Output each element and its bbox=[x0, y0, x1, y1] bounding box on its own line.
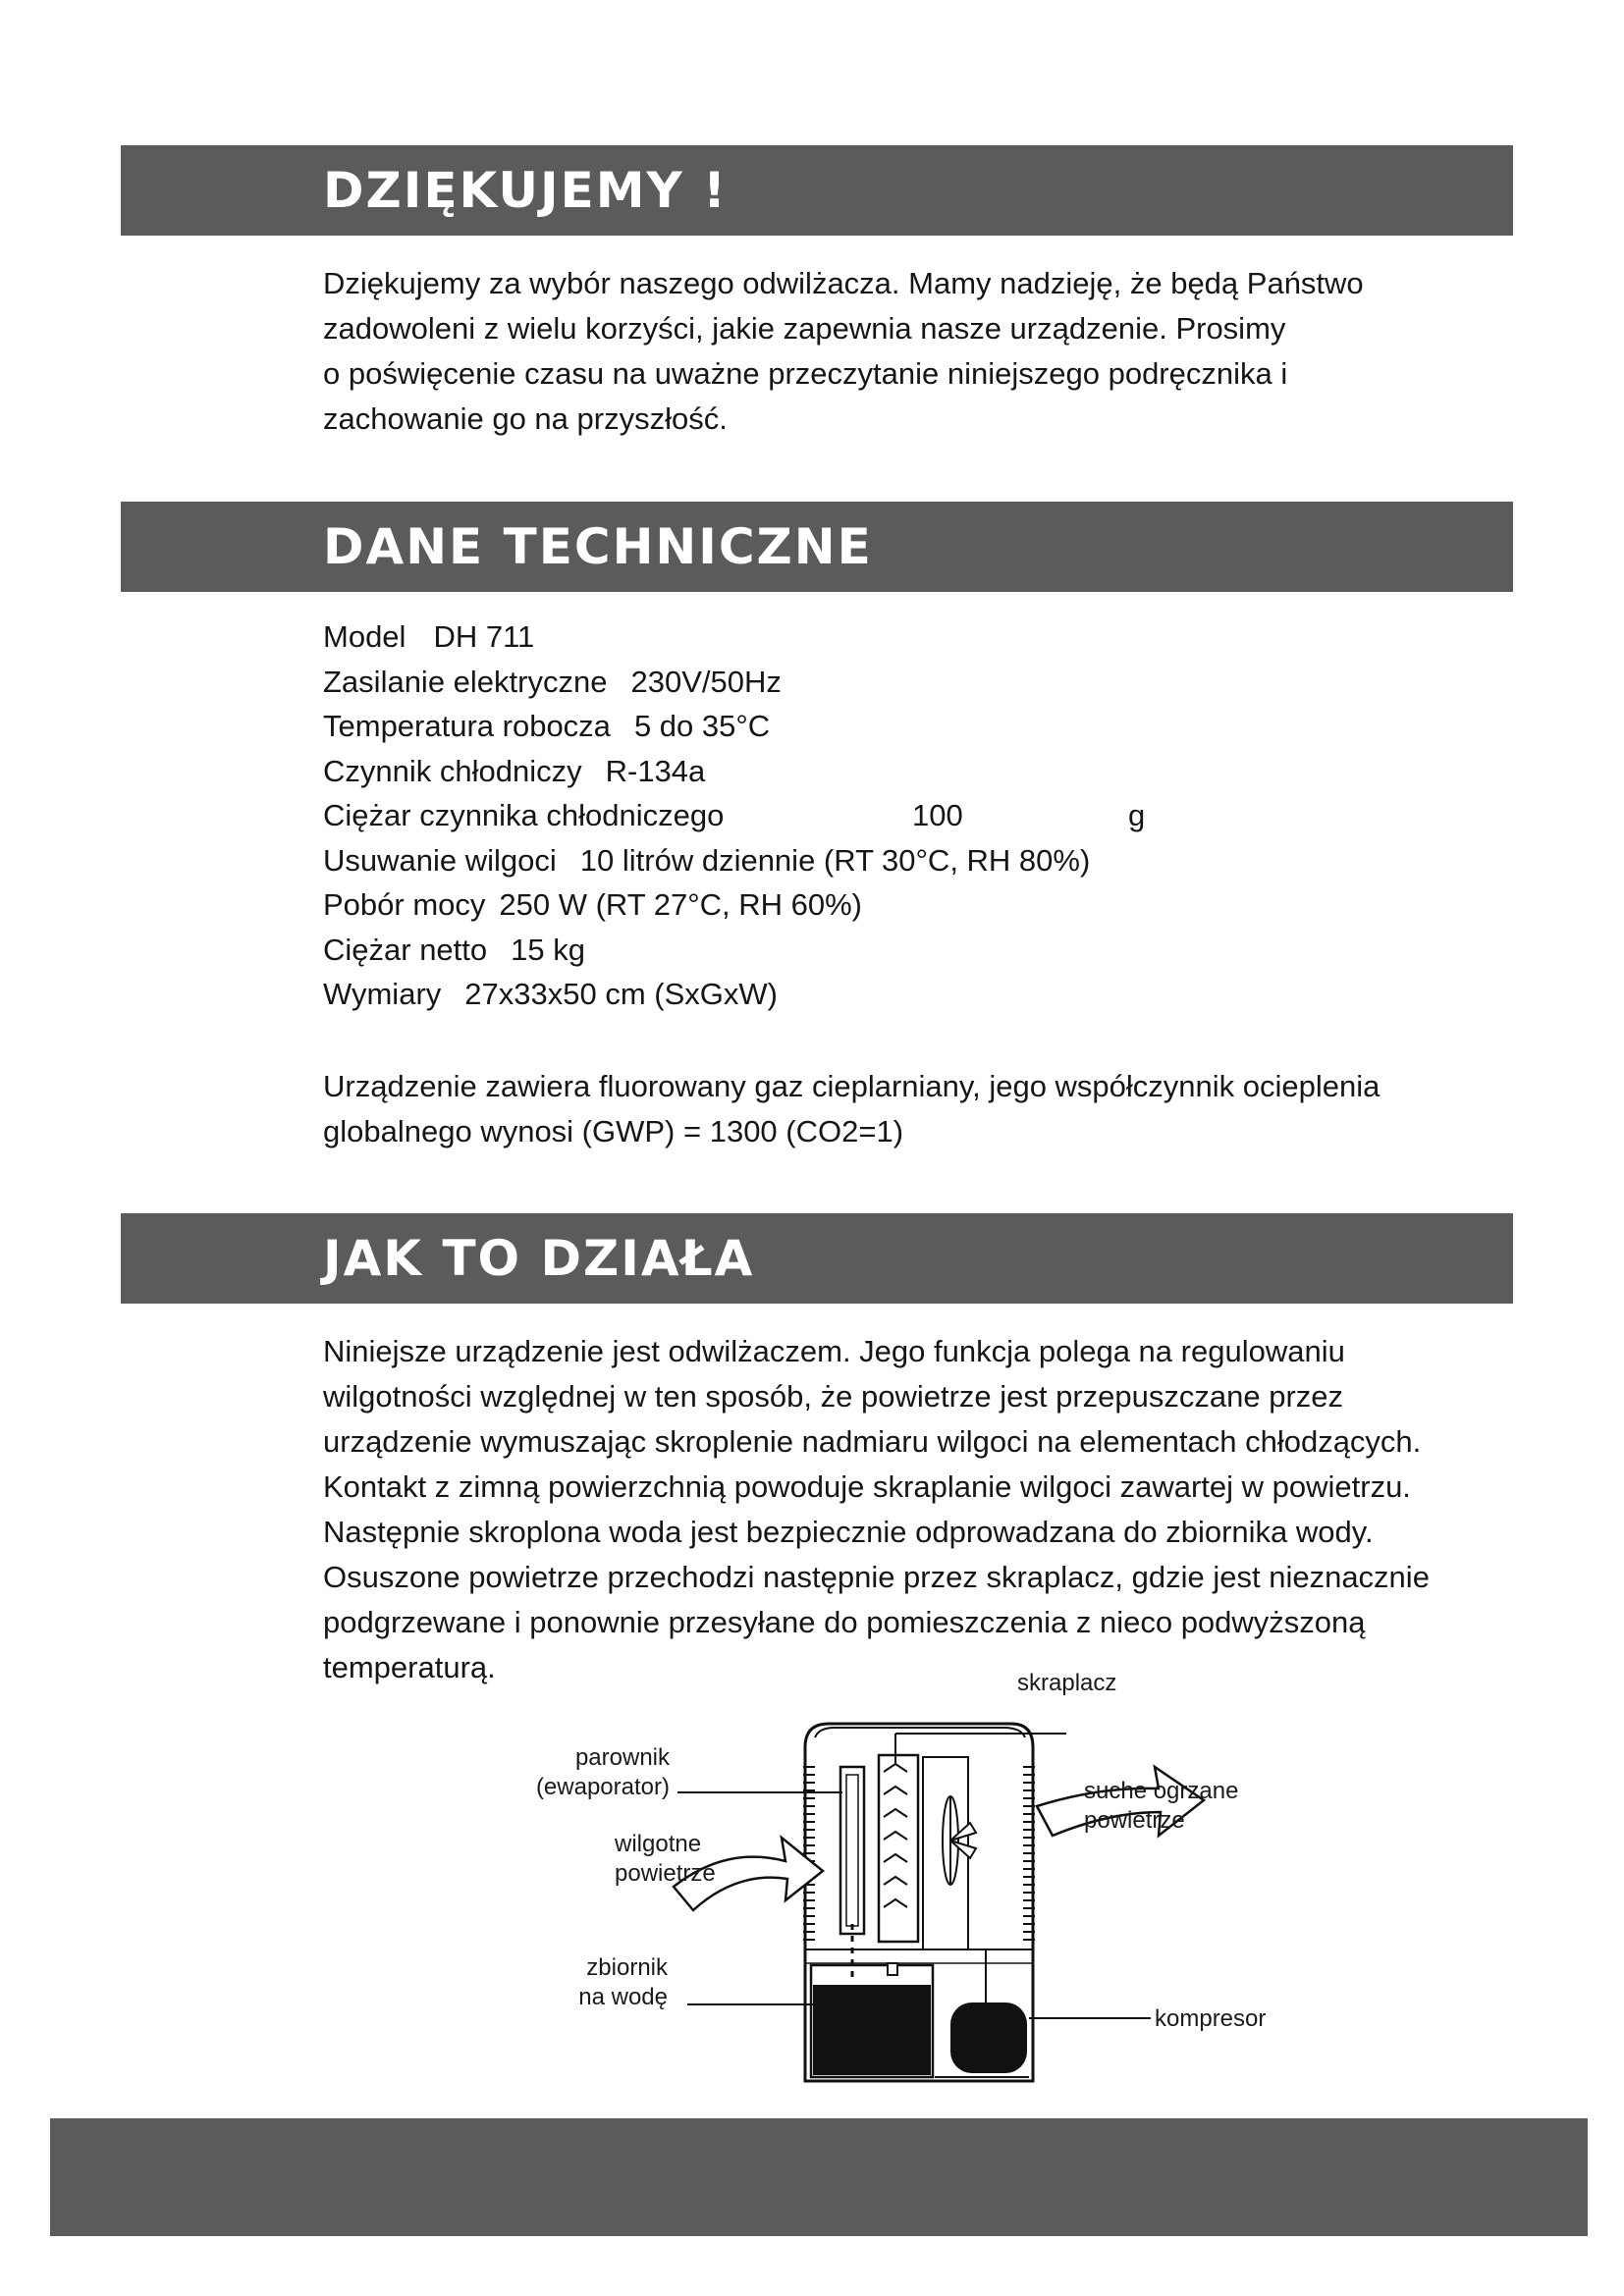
label-evaporator-line1: parownik bbox=[574, 1744, 670, 1771]
spec-item bbox=[323, 660, 1090, 705]
label-water-tank-line2: na wodę bbox=[578, 1984, 668, 2010]
label-humid-air bbox=[615, 1830, 716, 1889]
spec-unit: g bbox=[1128, 798, 1146, 832]
paragraph-line: urządzenie wymuszając skroplenie nadmiaru wilgoci na elementach chłodzących. bbox=[323, 1424, 1422, 1459]
spec-list bbox=[323, 614, 1146, 1017]
section-title-thanks: DZIĘKUJEMY ! bbox=[323, 162, 728, 219]
spec-value: 5 do 35°C bbox=[633, 709, 771, 743]
section-title-how: JAK TO DZIAŁA bbox=[323, 1230, 755, 1287]
label-dry-air bbox=[1084, 1777, 1238, 1836]
spec-value: 27x33x50 cm (SxGxW) bbox=[464, 977, 778, 1011]
section-header-thanks bbox=[121, 145, 1513, 236]
spec-value: 230V/50Hz bbox=[630, 664, 782, 699]
evaporator bbox=[840, 1767, 864, 1934]
spec-item bbox=[323, 882, 1090, 928]
dehumidifier-illustration bbox=[491, 1669, 1276, 2101]
label-compressor: kompresor bbox=[1155, 2005, 1267, 2032]
spec-label: Pobór mocy bbox=[323, 887, 486, 922]
spec-label: Model bbox=[323, 619, 406, 654]
spec-value: DH 711 bbox=[433, 619, 535, 654]
spec-value: 100 bbox=[912, 798, 963, 832]
paragraph-line: zadowoleni z wielu korzyści, jakie zapewnia nasze urządzenie. Prosimy bbox=[323, 311, 1286, 346]
spec-item bbox=[323, 704, 1090, 749]
spec-item bbox=[323, 793, 1146, 838]
paragraph-line: Urządzenie zawiera fluorowany gaz cieplarniany, jego współczynnik ocieplenia bbox=[323, 1069, 1380, 1103]
paragraph-line: Osuszone powietrze przechodzi następnie przez skraplacz, gdzie jest nieznacznie bbox=[323, 1560, 1430, 1594]
thanks-paragraph bbox=[323, 261, 1364, 442]
gwp-note bbox=[323, 1064, 1380, 1154]
how-paragraph bbox=[323, 1329, 1430, 1690]
water-tank-fill bbox=[813, 1985, 931, 2075]
spec-label: Zasilanie elektryczne bbox=[323, 664, 608, 699]
spec-label: Wymiary bbox=[323, 977, 442, 1011]
paragraph-line: Dziękujemy za wybór naszego odwilżacza. Mamy nadzieję, że będą Państwo bbox=[323, 266, 1364, 300]
paragraph-line: globalnego wynosi (GWP) = 1300 (CO2=1) bbox=[323, 1114, 904, 1148]
dehumidifier-diagram bbox=[491, 1669, 1276, 2101]
spec-label: Ciężar netto bbox=[323, 932, 488, 967]
footer-bar bbox=[50, 2118, 1588, 2236]
spec-item bbox=[323, 928, 1090, 973]
spec-item bbox=[323, 614, 1090, 660]
paragraph-line: zachowanie go na przyszłość. bbox=[323, 401, 728, 436]
label-evaporator-line2: (ewaporator) bbox=[535, 1774, 670, 1800]
label-water-tank-line1: zbiornik bbox=[586, 1954, 668, 1981]
paragraph-line: Kontakt z zimną powierzchnią powoduje skraplanie wilgoci zawartej w powietrzu. bbox=[323, 1469, 1411, 1504]
paragraph-line: Niniejsze urządzenie jest odwilżaczem. Jego funkcja polega na regulowaniu bbox=[323, 1334, 1345, 1368]
spec-value: R-134a bbox=[605, 753, 706, 788]
spec-value: 15 kg bbox=[511, 932, 585, 967]
spec-value: 10 litrów dziennie (RT 30°C, RH 80%) bbox=[579, 842, 1091, 878]
section-title-specs: DANE TECHNICZNE bbox=[323, 518, 873, 575]
label-humid-air-line1: wilgotne bbox=[615, 1831, 702, 1857]
section-header-specs bbox=[121, 502, 1513, 592]
label-humid-air-line2: powietrze bbox=[615, 1860, 716, 1887]
label-condenser: skraplacz bbox=[1017, 1670, 1117, 1696]
condenser bbox=[879, 1755, 918, 1942]
paragraph-line: Następnie skroplona woda jest bezpiecznie odprowadzana do zbiornika wody. bbox=[323, 1515, 1374, 1549]
spec-label: Usuwanie wilgoci bbox=[323, 842, 557, 878]
paragraph-line: temperaturą. bbox=[323, 1650, 496, 1684]
spec-value: 250 W (RT 27°C, RH 60%) bbox=[499, 887, 862, 922]
label-water-tank bbox=[530, 1953, 668, 2012]
section-header-how bbox=[121, 1213, 1513, 1304]
paragraph-line: podgrzewane i ponownie przesyłane do pomieszczenia z nieco podwyższoną bbox=[323, 1605, 1366, 1639]
float-sensor bbox=[888, 1963, 897, 1975]
spec-item bbox=[323, 838, 1090, 883]
spec-item bbox=[323, 749, 1090, 794]
label-evaporator bbox=[511, 1743, 670, 1802]
spec-item bbox=[323, 972, 1090, 1017]
label-dry-air-line2: powietrze bbox=[1084, 1807, 1185, 1834]
paragraph-line: o poświęcenie czasu na uważne przeczytanie niniejszego podręcznika i bbox=[323, 356, 1288, 391]
spec-label: Temperatura robocza bbox=[323, 709, 611, 743]
spec-label: Ciężar czynnika chłodniczego bbox=[323, 798, 725, 832]
label-dry-air-line1: suche ogrzane bbox=[1084, 1778, 1239, 1804]
paragraph-line: wilgotności względnej w ten sposób, że powietrze jest przepuszczane przez bbox=[323, 1379, 1344, 1414]
spec-label: Czynnik chłodniczy bbox=[323, 753, 582, 788]
compressor bbox=[950, 2002, 1027, 2073]
